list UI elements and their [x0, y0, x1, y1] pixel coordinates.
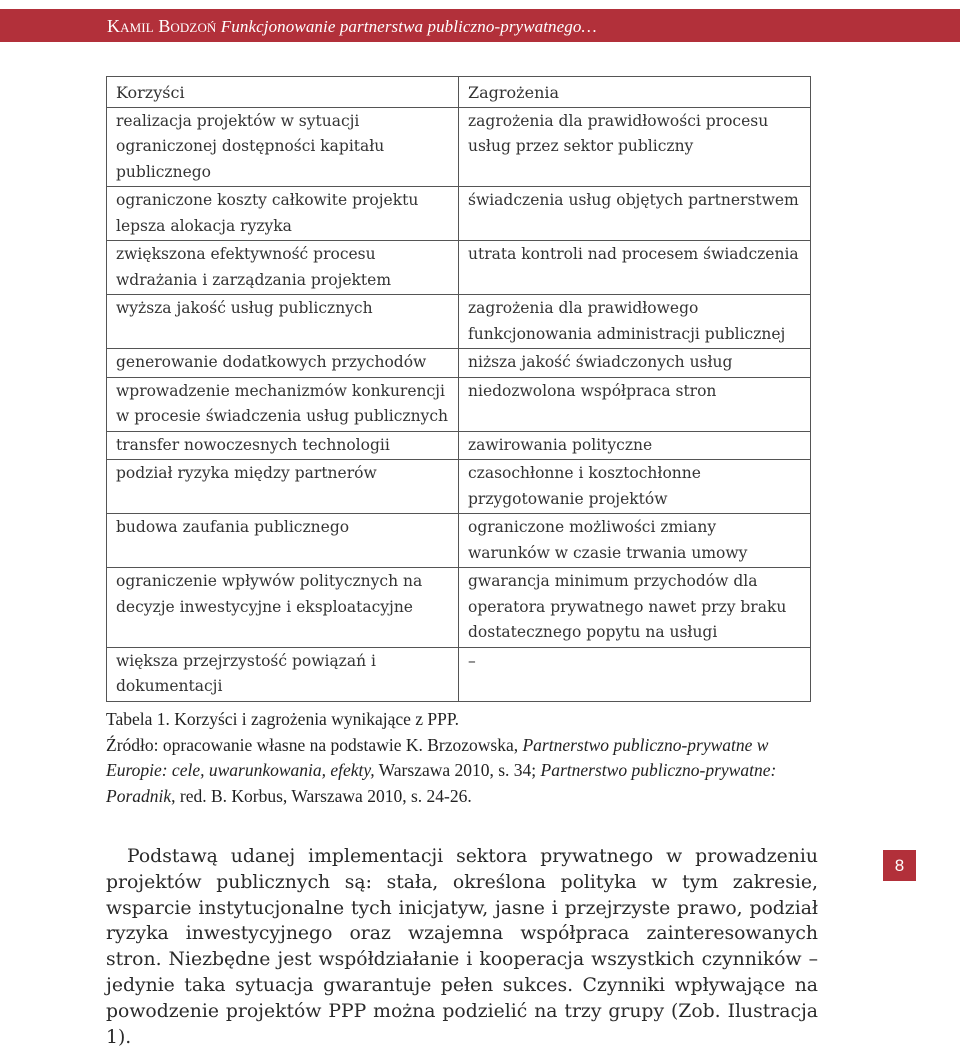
source-prefix: Źródło: opracowanie własne na podstawie K. Brzozowska,	[106, 734, 523, 755]
benefit-cell: wyższa jakość usług publicznych	[107, 295, 459, 349]
source-mid: Warszawa 2010, s. 34;	[374, 760, 541, 780]
table-row	[107, 241, 811, 295]
table-row	[107, 107, 811, 187]
threat-cell: ograniczone możliwości zmiany warunków w czasie trwania umowy	[459, 514, 811, 568]
table-row	[107, 460, 811, 514]
benefit-cell: ograniczenie wpływów politycznych na decyzje inwestycyjne i eksploatacyjne	[107, 568, 459, 648]
threat-cell: zagrożenia dla prawidłowości procesu usług przez sektor publiczny	[459, 107, 811, 187]
source-title-2: Partnerstwo publiczno-prywatne: Poradnik	[106, 760, 777, 806]
table-row	[107, 187, 811, 241]
threat-cell: świadczenia usług objętych partnerstwem	[459, 187, 811, 241]
benefits-threats-table	[106, 76, 811, 702]
header-author: Kamil Bodzoń	[107, 16, 217, 36]
threat-cell: zawirowania polityczne	[459, 431, 811, 460]
benefit-cell: generowanie dodatkowych przychodów	[107, 349, 459, 378]
source-title-1: Partnerstwo publiczno-prywatne w Europie: cele, uwarunkowania, efekty,	[106, 734, 769, 780]
threat-cell: utrata kontroli nad procesem świadczenia	[459, 241, 811, 295]
table-row	[107, 514, 811, 568]
header-title: Funkcjonowanie partnerstwa publiczno-prywatnego…	[220, 17, 597, 36]
source-end: , red. B. Korbus, Warszawa 2010, s. 24-26.	[171, 785, 472, 806]
benefit-cell: wprowadzenie mechanizmów konkurencji w procesie świadczenia usług publicznych	[107, 377, 459, 431]
threat-cell: zagrożenia dla prawidłowego funkcjonowania administracji publicznej	[459, 295, 811, 349]
column-header-benefits: Korzyści	[107, 77, 459, 108]
benefit-cell: transfer nowoczesnych technologii	[107, 431, 459, 460]
benefit-cell: realizacja projektów w sytuacji ograniczonej dostępności kapitału publicznego	[107, 107, 459, 187]
page-number: 8	[883, 850, 916, 881]
threat-cell: –	[459, 647, 811, 701]
table-caption	[106, 707, 826, 809]
table-row	[107, 568, 811, 648]
table-row	[107, 431, 811, 460]
threat-cell: czasochłonne i kosztochłonne przygotowanie projektów	[459, 460, 811, 514]
threat-cell: niedozwolona współpraca stron	[459, 377, 811, 431]
table-row	[107, 647, 811, 701]
threat-cell: niższa jakość świadczonych usług	[459, 349, 811, 378]
running-header	[107, 16, 597, 37]
column-header-threats: Zagrożenia	[459, 77, 811, 108]
benefit-cell: zwiększona efektywność procesu wdrażania i zarządzania projektem	[107, 241, 459, 295]
threat-cell: gwarancja minimum przychodów dla operatora prywatnego nawet przy braku dostatecznego popytu na usługi	[459, 568, 811, 648]
benefit-cell: podział ryzyka między partnerów	[107, 460, 459, 514]
benefit-cell: budowa zaufania publicznego	[107, 514, 459, 568]
table-row	[107, 349, 811, 378]
source-note	[106, 733, 826, 810]
table-row	[107, 377, 811, 431]
benefit-cell: ograniczone koszty całkowite projektu lepsza alokacja ryzyka	[107, 187, 459, 241]
table-label: Tabela 1. Korzyści i zagrożenia wynikające z PPP.	[106, 709, 460, 729]
benefit-cell: większa przejrzystość powiązań i dokumentacji	[107, 647, 459, 701]
body-paragraph: Podstawą udanej implementacji sektora prywatnego w prowadzeniu projektów publicznych są: stała, określona polityka w tym zakresie, wsparcie instytucjonalne tych inicjatyw, jasne i przejrzyste prawo, podział ryzyka inwestycyjnego oraz wzajemna współpraca zainteresowanych stron. Niezbędne jest współdziałanie i kooperacja wszystkich czynników – jedynie taka sytuacja gwarantuje pełen sukces. Czynniki wpływające na powodzenie projektów PPP można podzielić na trzy grupy (Zob. Ilustracja 1).	[106, 846, 818, 1048]
table-row	[107, 295, 811, 349]
table-header-row	[107, 77, 811, 108]
